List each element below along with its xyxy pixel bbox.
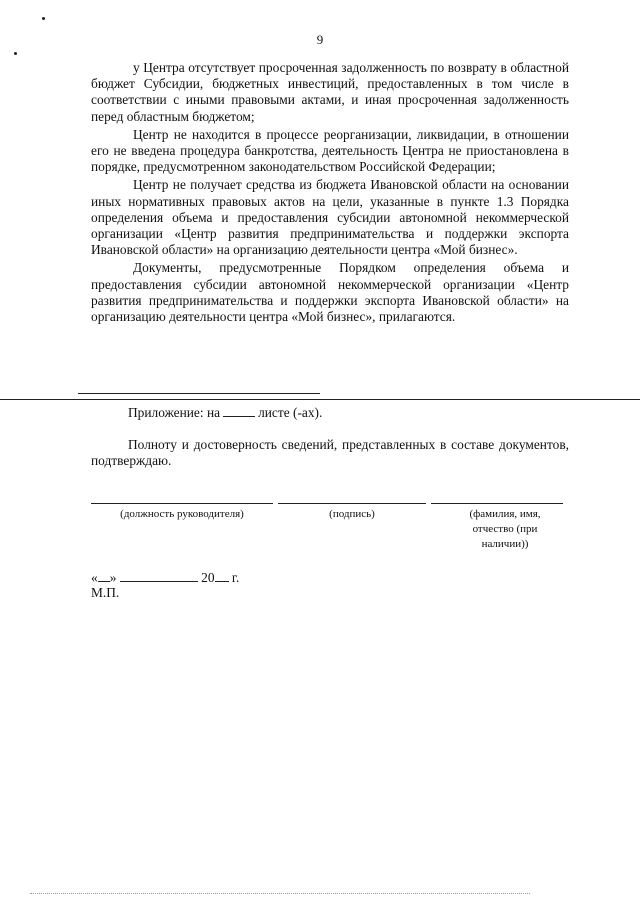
paragraph-budget-funds: Центр не получает средства из бюджета Ивановской области на основании иных нормативных правовых актов на цели, указанные в пункте 1.3 Порядка определения объема и предоставления субсидии автономной некоммерческой организации «Центр развития предпринимательства и поддержки экспорта Ивановской области» на организацию деятельности центра «Мой бизнес». — [91, 177, 569, 258]
date-line — [91, 569, 239, 586]
body-text — [91, 60, 569, 327]
name-caption: (фамилия, имя, отчество (при наличии)) — [469, 508, 541, 550]
date-quote-close: » — [109, 570, 117, 585]
year-prefix: 20 — [201, 570, 215, 585]
appendix-line — [128, 404, 322, 421]
year-blank — [215, 569, 229, 582]
month-blank — [120, 569, 198, 582]
scan-speck — [14, 52, 17, 55]
appendix-prefix: Приложение: на — [128, 405, 221, 420]
paragraph-reorganization: Центр не находится в процессе реорганизации, ликвидации, в отношении его не введена процедура банкротства, деятельность Центра не приостановлена в порядке, предусмотренном законодательством Российской Федерации; — [91, 126, 569, 175]
divider-short — [78, 393, 320, 394]
certification-text: Полноту и достоверность сведений, представленных в составе документов, подтверждаю. — [91, 437, 569, 469]
position-blank — [91, 503, 273, 504]
appendix-suffix: листе (-ах). — [258, 405, 323, 420]
paragraph-documents: Документы, предусмотренные Порядком определения объема и предоставления субсидии автономной некоммерческой организации «Центр развития предпринимательства и поддержки экспорта Ивановской области» на организацию деятельности центра «Мой бизнес», прилагаются. — [91, 260, 569, 325]
signature-caption: (подпись) — [329, 508, 375, 520]
position-caption: (должность руководителя) — [120, 508, 244, 520]
year-suffix: г. — [231, 570, 240, 585]
divider-long — [0, 399, 640, 400]
date-quote-open: « — [91, 570, 98, 585]
day-blank — [98, 569, 110, 582]
scan-speck — [42, 17, 45, 20]
signature-blank — [278, 503, 426, 504]
certification — [91, 437, 569, 469]
page-number: 9 — [316, 32, 324, 47]
scan-noise — [30, 893, 530, 895]
stamp-mark: М.П. — [91, 585, 120, 600]
name-blank — [431, 503, 563, 504]
paragraph-debt: у Центра отсутствует просроченная задолженность по возврату в областной бюджет Субсидии, бюджетных инвестиций, предоставленных в том числе в соответствии с иными правовыми актами, и иная просроченная задолженность перед областным бюджетом; — [91, 60, 569, 124]
appendix-pages-blank — [223, 404, 255, 417]
